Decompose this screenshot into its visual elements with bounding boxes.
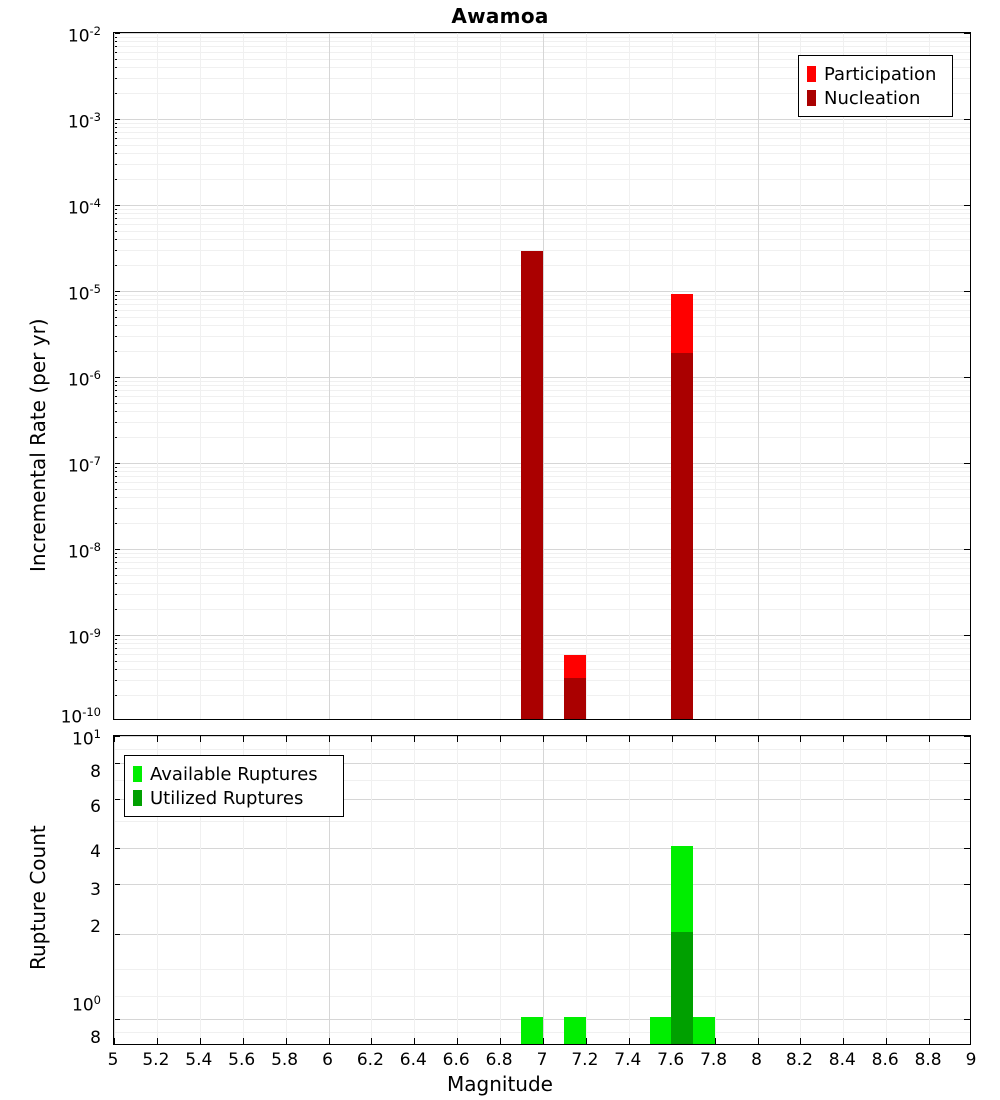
x-tick-label: 6.4 (399, 1050, 427, 1070)
legend-item (133, 786, 333, 810)
y-tick-label: 8 (90, 762, 101, 782)
legend-label: Participation (824, 63, 937, 85)
bar-available-ruptures (521, 1017, 543, 1044)
legend-swatch-participation (807, 66, 816, 82)
y-tick-label: $10^0$ (72, 993, 101, 1016)
x-tick-label: 9 (965, 1050, 977, 1070)
x-tick-label: 8.4 (828, 1050, 856, 1070)
x-tick-label: 5.8 (271, 1050, 299, 1070)
legend-rate (798, 55, 953, 117)
x-tick-label: 5.4 (185, 1050, 213, 1070)
y-tick-label: $10^{-7}$ (67, 454, 101, 477)
legend-label: Utilized Ruptures (150, 787, 304, 809)
x-tick-label: 8.6 (871, 1050, 899, 1070)
y-tick-label: $10^{-3}$ (67, 110, 101, 133)
bar-available-ruptures (650, 1017, 672, 1044)
y-axis-title-rate: Incremental Rate (per yr) (26, 318, 50, 572)
x-tick-label: 5.6 (228, 1050, 256, 1070)
y-tick-label: 6 (90, 797, 101, 817)
x-tick-label: 7.6 (657, 1050, 685, 1070)
bar-nucleation (564, 678, 586, 719)
x-tick-label: 8.2 (785, 1050, 813, 1070)
y-tick-label: $10^{-10}$ (60, 705, 101, 728)
y-tick-label: $10^{-2}$ (67, 24, 101, 47)
legend-item (133, 762, 333, 786)
y-tick-label: $10^{-4}$ (67, 196, 101, 219)
y-axis-title-count: Rupture Count (26, 825, 50, 970)
y-tick-label: 4 (90, 842, 101, 862)
legend-item (807, 86, 942, 110)
legend-label: Available Ruptures (150, 763, 318, 785)
x-tick-label: 8.8 (914, 1050, 942, 1070)
bar-nucleation (671, 353, 693, 719)
legend-swatch-available-ruptures (133, 766, 142, 782)
y-tick-label: 3 (90, 880, 101, 900)
legend-label: Nucleation (824, 87, 921, 109)
y-tick-label: $10^{-8}$ (67, 540, 101, 563)
y-tick-label: 8 (90, 1028, 101, 1048)
x-tick-label: 6.6 (442, 1050, 470, 1070)
x-tick-label: 8 (751, 1050, 762, 1070)
x-tick-label: 7.2 (571, 1050, 599, 1070)
y-tick-label: 2 (90, 917, 101, 937)
y-tick-label: $10^{-5}$ (67, 282, 101, 305)
x-tick-label: 7 (536, 1050, 548, 1070)
x-tick-label: 6 (322, 1050, 333, 1070)
legend-item (807, 62, 942, 86)
bar-utilized-ruptures (671, 932, 693, 1044)
bar-available-ruptures (693, 1017, 715, 1044)
legend-swatch-nucleation (807, 90, 816, 106)
x-tick-label: 6.8 (485, 1050, 513, 1070)
x-tick-label: 7.8 (700, 1050, 728, 1070)
legend-count (124, 755, 344, 817)
y-tick-label: $10^1$ (72, 727, 101, 750)
page-title: Awamoa (451, 4, 549, 28)
x-tick-label: 6.2 (356, 1050, 384, 1070)
legend-swatch-utilized-ruptures (133, 790, 142, 806)
bar-nucleation (521, 251, 543, 719)
bar-available-ruptures (564, 1017, 586, 1044)
x-tick-label: 5.2 (142, 1050, 170, 1070)
incremental-rate-plot-area (113, 32, 971, 720)
x-tick-label: 5 (107, 1050, 119, 1070)
y-tick-label: $10^{-6}$ (67, 368, 101, 391)
y-tick-label: $10^{-9}$ (67, 626, 101, 649)
x-axis-title: Magnitude (447, 1072, 553, 1096)
x-tick-label: 7.4 (614, 1050, 642, 1070)
